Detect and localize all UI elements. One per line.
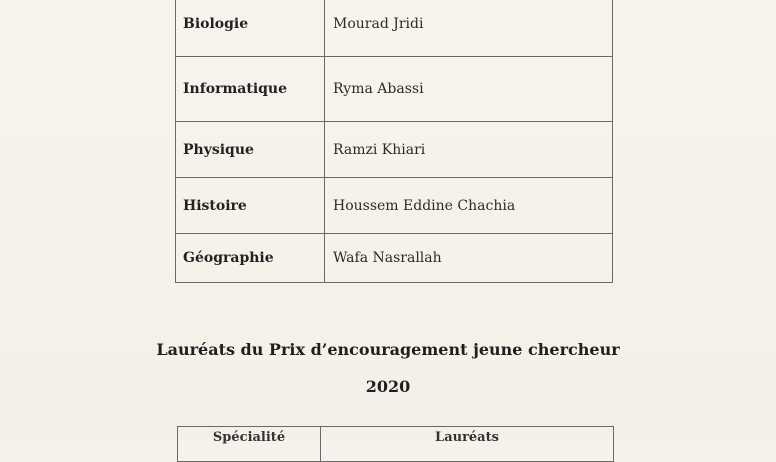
section-year: 2020 (365, 377, 411, 396)
header-specialite: Spécialité (178, 427, 321, 462)
subject-cell: Biologie (176, 0, 325, 57)
subject-cell: Histoire (176, 178, 325, 234)
subject-cell: Informatique (176, 57, 325, 122)
table-row (176, 0, 613, 57)
table-row (176, 57, 613, 122)
table-row (176, 122, 613, 178)
laureate-cell: Houssem Eddine Chachia (325, 178, 613, 234)
subject-cell: Géographie (176, 234, 325, 283)
laureates-table-header (177, 426, 614, 462)
laureate-cell: Ryma Abassi (325, 57, 613, 122)
section-title: Lauréats du Prix d’encouragement jeune chercheur (156, 340, 620, 359)
laureate-cell: Ramzi Khiari (325, 122, 613, 178)
header-laureats: Lauréats (321, 427, 614, 462)
laureate-cell: Wafa Nasrallah (325, 234, 613, 283)
laureate-cell: Mourad Jridi (325, 0, 613, 57)
subject-cell: Physique (176, 122, 325, 178)
table-row (176, 234, 613, 283)
table-row (176, 178, 613, 234)
winners-table (175, 0, 613, 283)
table-row (178, 427, 614, 462)
